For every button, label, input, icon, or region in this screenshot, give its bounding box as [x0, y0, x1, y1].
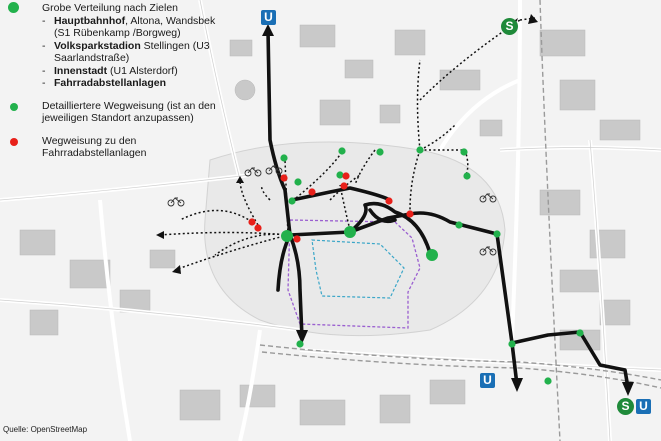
- legend-sublist: [42, 15, 218, 90]
- legend-item-text: Detailliertere Wegweisung (ist an den jeweiligen Standort anzupassen): [42, 99, 216, 124]
- u-station-north-badge: U: [261, 10, 276, 25]
- distribution-node: [281, 230, 293, 242]
- detail-node: [296, 340, 303, 347]
- legend-subitem: - Fahrradabstellanlagen: [42, 77, 218, 90]
- detail-node: [493, 230, 500, 237]
- detail-node: [544, 377, 551, 384]
- s-station-south-badge: S: [617, 398, 634, 415]
- distribution-node: [426, 249, 438, 261]
- legend-green-dot-small: [10, 103, 18, 111]
- bike-parking-node: [293, 235, 300, 242]
- bike-parking-node: [340, 182, 347, 189]
- bike-parking-node: [342, 172, 349, 179]
- bike-parking-node: [280, 174, 287, 181]
- detail-node: [576, 329, 583, 336]
- detail-node: [460, 148, 467, 155]
- s-station-north-badge: S: [501, 18, 518, 35]
- bike-parking-node: [385, 197, 392, 204]
- detail-node: [416, 146, 423, 153]
- distribution-node: [344, 226, 356, 238]
- detail-node: [508, 340, 515, 347]
- detail-node: [463, 172, 470, 179]
- map-source: Quelle: OpenStreetMap: [3, 425, 88, 434]
- legend-green-dot-large: [8, 2, 19, 13]
- detail-node: [455, 221, 462, 228]
- map-legend: [4, 2, 218, 168]
- detail-node: [376, 148, 383, 155]
- legend-item-detailed: [4, 100, 218, 125]
- bike-parking-node: [406, 210, 413, 217]
- bike-parking-node: [308, 188, 315, 195]
- legend-subitem: - Hauptbahnhof, Altona, Wandsbek (S1 Rübenkamp /Borgweg): [42, 15, 218, 40]
- legend-item-text: Wegweisung zu den Fahrradabstellanlagen: [42, 134, 147, 159]
- legend-subitem: - Innenstadt (U1 Alsterdorf): [42, 65, 218, 78]
- legend-item-distribution: [4, 2, 218, 90]
- bike-parking-node: [254, 224, 261, 231]
- bike-parking-node: [248, 218, 255, 225]
- detail-node: [288, 197, 295, 204]
- u-station-east-badge: U: [480, 373, 495, 388]
- u-station-south-badge: U: [636, 399, 651, 414]
- legend-item-title: Grobe Verteilung nach Zielen: [42, 2, 179, 14]
- detail-node: [336, 171, 343, 178]
- legend-red-dot: [10, 138, 18, 146]
- legend-item-bike: [4, 135, 218, 160]
- legend-subitem: - Volksparkstadion Stellingen (U3 Saarlandstraße): [42, 40, 218, 65]
- detail-node: [280, 154, 287, 161]
- detail-node: [294, 178, 301, 185]
- detail-node: [338, 147, 345, 154]
